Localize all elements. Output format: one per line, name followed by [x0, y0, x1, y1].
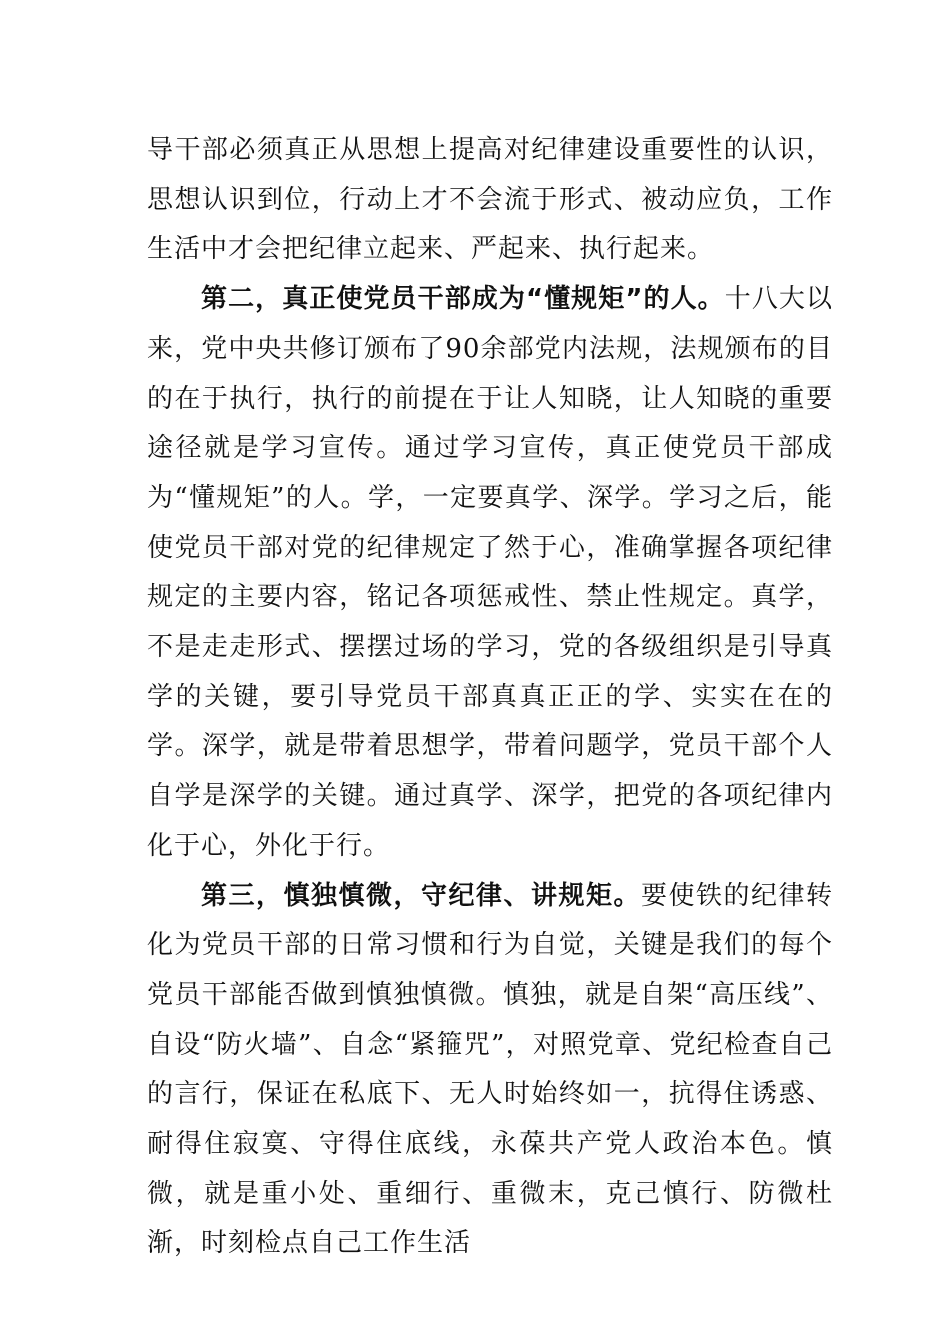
paragraph-heading: 第二，真正使党员干部成为“懂规矩”的人。: [201, 284, 725, 315]
paragraph-second-point: [147, 275, 833, 871]
paragraph-text: 要使铁的纪律转化为党员干部的日常习惯和行为自觉，关键是我们的每个党员干部能否做到慎独慎微。慎独，就是自架“高压线”、自设“防火墙”、自念“紧箍咒”，对照党章、党纪检查自己的言行，保证在私底下、无人时始终如一，抗得住诱惑、耐得住寂寞、守得住底线，永葆共产党人政治本色。慎微，就是重小处、重细行、重微末，克己慎行、防微杜渐，时刻检点自己工作生活: [147, 880, 833, 1259]
paragraph-third-point: [147, 872, 833, 1270]
paragraph-heading: 第三，慎独慎微，守纪律、讲规矩。: [201, 880, 641, 911]
paragraph-text: 导干部必须真正从思想上提高对纪律建设重要性的认识，思想认识到位，行动上才不会流于形式、被动应负，工作生活中才会把纪律立起来、严起来、执行起来。: [147, 135, 833, 265]
document-body: [147, 126, 833, 1269]
paragraph-continuation: [147, 126, 833, 275]
paragraph-text: 十八大以来，党中央共修订颁布了90余部党内法规，法规颁布的目的在于执行，执行的前提在于让人知晓，让人知晓的重要途径就是学习宣传。通过学习宣传，真正使党员干部成为“懂规矩”的人。学，一定要真学、深学。学习之后，能使党员干部对党的纪律规定了然于心，准确掌握各项纪律规定的主要内容，铭记各项惩戒性、禁止性规定。真学，不是走走形式、摆摆过场的学习，党的各级组织是引导真学的关键，要引导党员干部真真正正的学、实实在在的学。深学，就是带着思想学，带着问题学，党员干部个人自学是深学的关键。通过真学、深学，把党的各项纪律内化于心，外化于行。: [147, 284, 833, 861]
